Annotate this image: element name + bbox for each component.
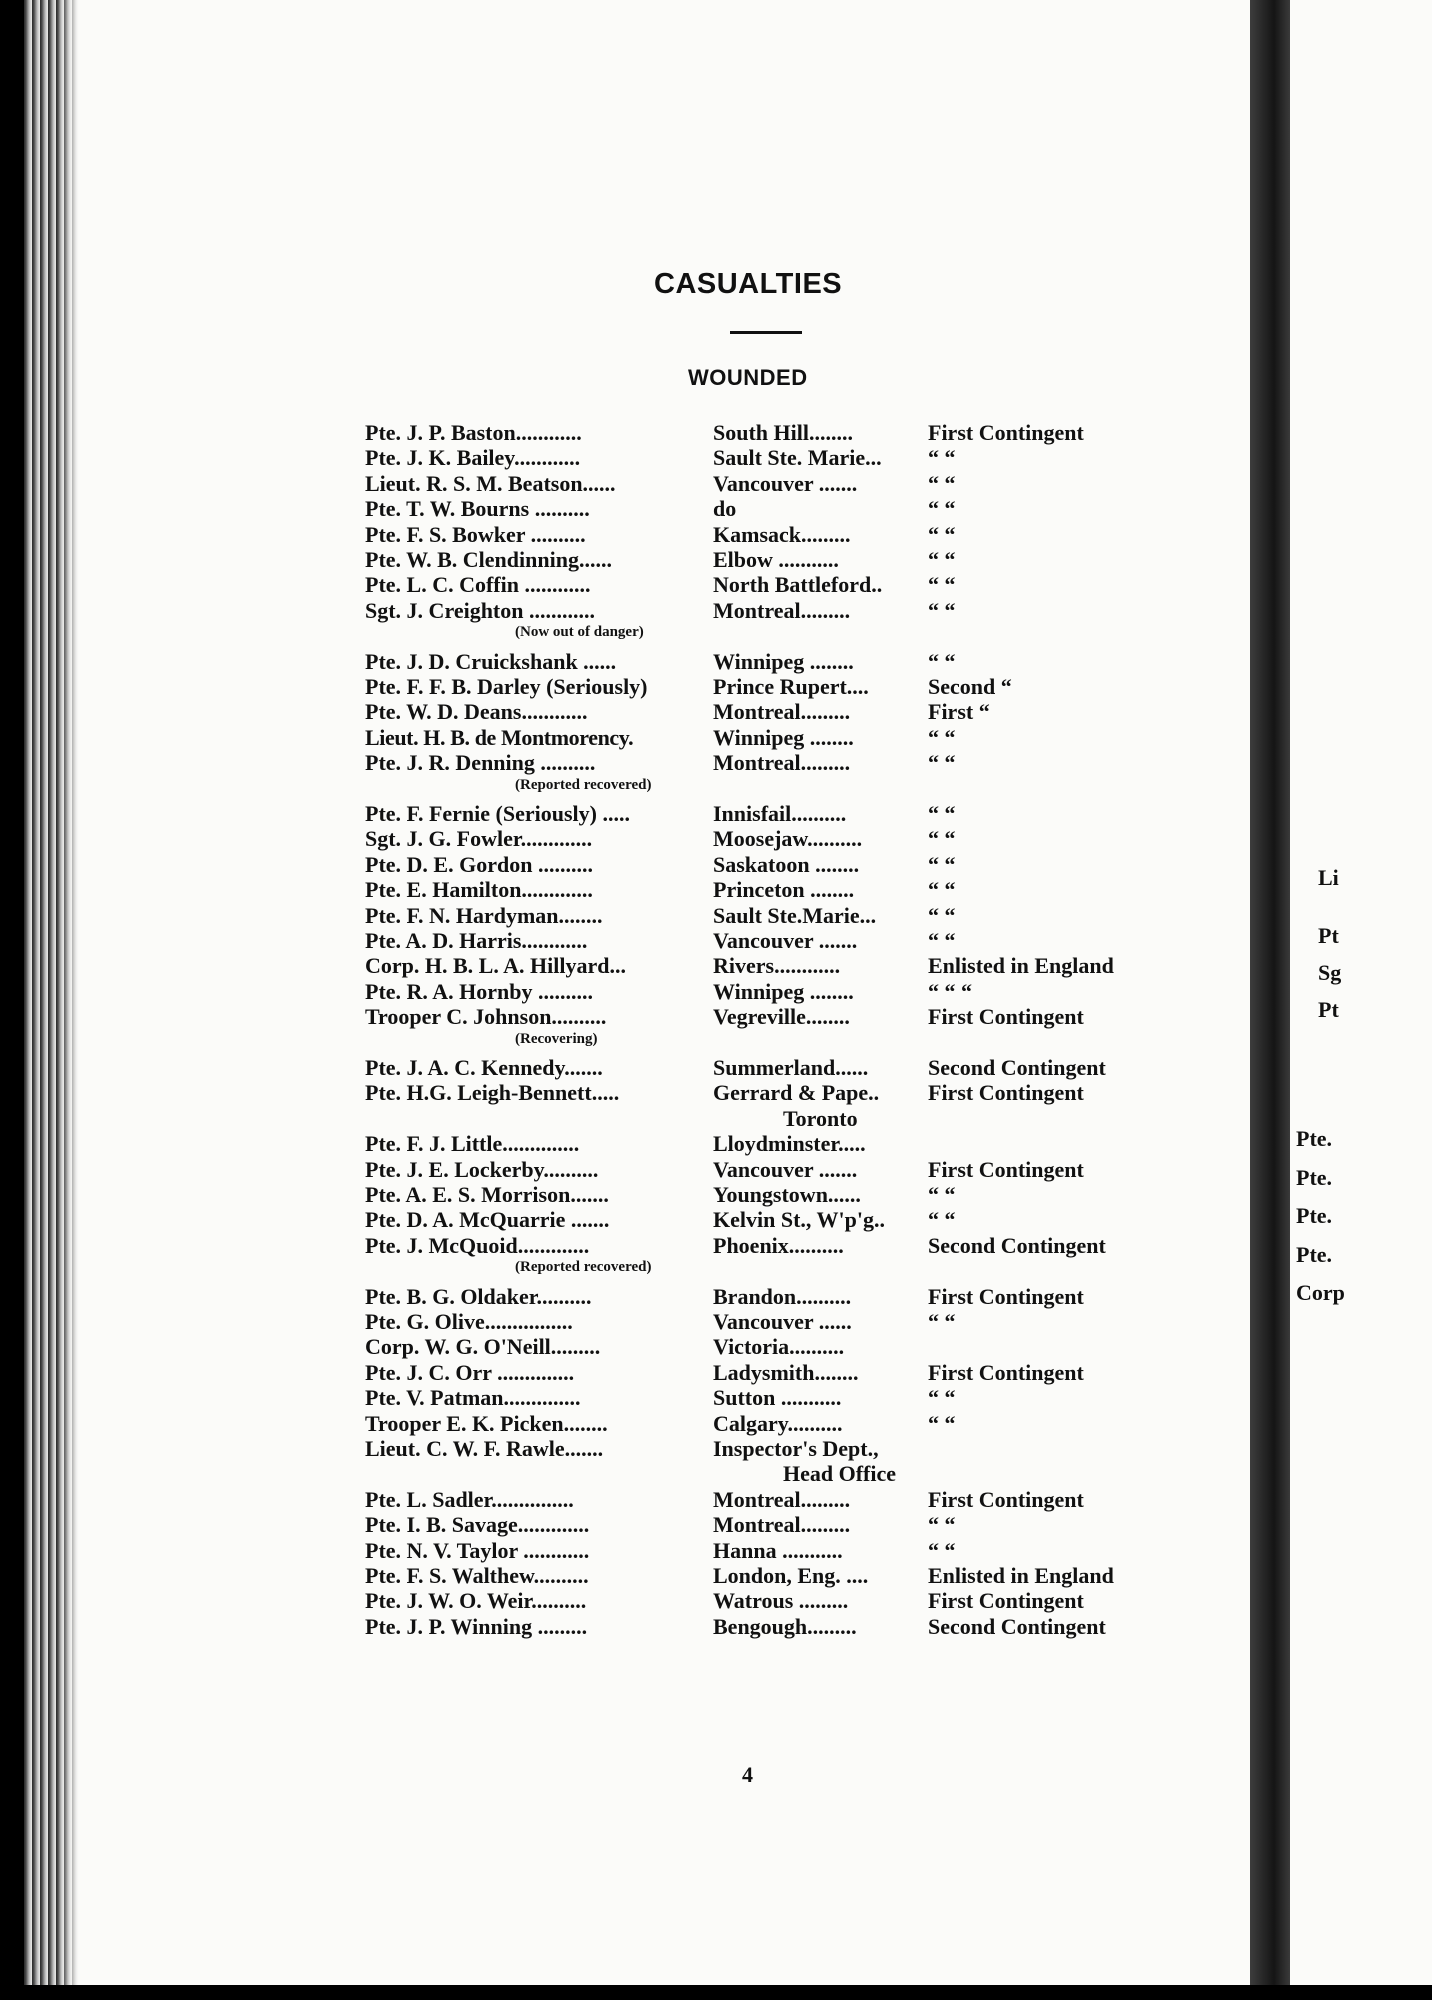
- casualty-contingent: First Contingent: [928, 420, 1084, 445]
- casualty-place: Princeton ........: [713, 877, 855, 903]
- casualty-name: Lieut. C. W. F. Rawle.......: [365, 1436, 604, 1461]
- casualty-contingent: “ “: [928, 445, 956, 471]
- casualty-contingent: “ “: [928, 928, 956, 953]
- casualty-name: Pte. H.G. Leigh-Bennett.....: [365, 1080, 620, 1106]
- casualty-name: Pte. R. A. Hornby ..........: [365, 978, 593, 1004]
- casualty-place: do: [713, 496, 737, 522]
- casualty-place: Kelvin St., W'p'g..: [713, 1207, 885, 1233]
- casualty-place: Gerrard & Pape..: [713, 1080, 880, 1106]
- casualty-name: Pte. B. G. Oldaker..........: [365, 1283, 592, 1309]
- casualty-contingent: Second Contingent: [928, 1613, 1106, 1639]
- casualty-contingent: “ “: [928, 1385, 956, 1411]
- casualty-place: Montreal.........: [713, 750, 851, 776]
- casualty-place: Vancouver .......: [713, 470, 858, 496]
- casualty-name: Sgt. J. G. Fowler.............: [365, 826, 593, 852]
- casualty-contingent: “ “: [928, 851, 956, 877]
- casualty-place: Vancouver ......: [713, 1309, 852, 1334]
- casualty-name: Corp. W. G. O'Neill.........: [365, 1334, 601, 1360]
- casualty-name: Pte. E. Hamilton.............: [365, 877, 593, 903]
- casualty-contingent: Second Contingent: [928, 1055, 1106, 1080]
- casualty-contingent: “ “: [928, 724, 956, 750]
- casualty-place: North Battleford..: [713, 572, 883, 598]
- casualty-contingent: “ “: [928, 1537, 956, 1563]
- facing-page-fragment: Corp: [1296, 1280, 1345, 1305]
- facing-page-fragment: Pte.: [1296, 1203, 1333, 1228]
- casualty-place: Vancouver .......: [713, 1156, 858, 1182]
- casualty-place: Watrous .........: [713, 1588, 849, 1614]
- facing-page-fragment: Pt: [1318, 997, 1339, 1022]
- casualty-name: Pte. J. P. Baston............: [365, 420, 582, 445]
- casualty-place: Sault Ste.Marie...: [713, 902, 877, 928]
- book-gutter: [1250, 0, 1290, 1985]
- casualty-contingent: Enlisted in England: [928, 1563, 1114, 1588]
- casualty-name: Pte. V. Patman..............: [365, 1385, 581, 1411]
- casualty-name: Pte. W. B. Clendinning......: [365, 547, 612, 572]
- facing-page-fragment: Pte.: [1296, 1165, 1333, 1190]
- casualty-place: Winnipeg ........: [713, 648, 854, 674]
- casualty-place: Saskatoon ........: [713, 851, 860, 877]
- note-text: (Now out of danger): [515, 624, 644, 641]
- place-continuation-text: Head Office: [783, 1461, 897, 1487]
- casualty-contingent: “ “: [928, 826, 956, 852]
- casualty-name: Pte. J. W. O. Weir..........: [365, 1588, 587, 1614]
- page-number: 4: [742, 1762, 753, 1787]
- casualty-contingent: “ “: [928, 496, 956, 522]
- casualty-name: Sgt. J. Creighton ............: [365, 597, 595, 623]
- casualty-place: Vancouver .......: [713, 928, 858, 953]
- casualty-name: Pte. F. Fernie (Seriously) .....: [365, 801, 630, 826]
- casualty-name: Pte. G. Olive................: [365, 1309, 573, 1334]
- casualty-place: Phoenix..........: [713, 1232, 844, 1258]
- casualty-contingent: “ “ “: [928, 978, 972, 1004]
- casualty-place: Kamsack.........: [713, 521, 851, 547]
- casualty-contingent: “ “: [928, 1207, 956, 1233]
- casualty-contingent: “ “: [928, 877, 956, 903]
- casualty-contingent: First Contingent: [928, 1283, 1084, 1309]
- casualty-name: Pte. J. A. C. Kennedy.......: [365, 1055, 603, 1080]
- casualty-contingent: “ “: [928, 1410, 956, 1436]
- left-page: [24, 0, 1274, 1985]
- casualty-name: Pte. A. E. S. Morrison.......: [365, 1182, 609, 1207]
- casualty-name: Pte. D. E. Gordon ..........: [365, 851, 593, 877]
- casualty-contingent: First Contingent: [928, 1486, 1084, 1512]
- casualty-place: Ladysmith........: [713, 1359, 859, 1385]
- casualty-place: Montreal.........: [713, 699, 851, 725]
- casualty-place: Winnipeg ........: [713, 978, 854, 1004]
- note-text: (Reported recovered): [515, 776, 652, 793]
- casualty-name: Pte. N. V. Taylor ............: [365, 1537, 590, 1563]
- facing-page-fragment: Pte.: [1296, 1242, 1333, 1267]
- casualty-place: Prince Rupert....: [713, 674, 869, 699]
- casualty-place: South Hill........: [713, 420, 853, 445]
- casualty-contingent: “ “: [928, 470, 956, 496]
- casualty-place: Youngstown......: [713, 1182, 861, 1207]
- casualty-name: Pte. J. P. Winning .........: [365, 1613, 588, 1639]
- title-rule: [730, 331, 802, 334]
- place-continuation-text: Toronto: [783, 1105, 858, 1131]
- casualty-place: Montreal.........: [713, 1486, 851, 1512]
- casualty-place: Lloydminster.....: [713, 1131, 866, 1157]
- casualty-name: Pte. I. B. Savage.............: [365, 1512, 590, 1538]
- casualty-name: Pte. J. E. Lockerby..........: [365, 1156, 599, 1182]
- casualty-name: Trooper C. Johnson..........: [365, 1004, 607, 1030]
- casualty-contingent: “ “: [928, 648, 956, 674]
- casualty-name: Pte. J. R. Denning ..........: [365, 750, 596, 776]
- casualty-name: Pte. T. W. Bourns ..........: [365, 496, 590, 522]
- casualty-place: Montreal.........: [713, 1512, 851, 1538]
- casualty-contingent: “ “: [928, 521, 956, 547]
- casualty-place: Brandon..........: [713, 1283, 852, 1309]
- casualty-place: Bengough.........: [713, 1613, 857, 1639]
- casualty-contingent: “ “: [928, 547, 956, 572]
- casualty-contingent: First Contingent: [928, 1080, 1084, 1106]
- casualty-name: Pte. L. Sadler...............: [365, 1486, 574, 1512]
- casualty-name: Pte. F. S. Bowker ..........: [365, 521, 586, 547]
- casualty-place: Sutton ...........: [713, 1385, 842, 1411]
- casualty-contingent: First Contingent: [928, 1004, 1084, 1030]
- casualty-contingent: “ “: [928, 801, 956, 826]
- facing-page-fragment: Pte.: [1296, 1126, 1333, 1151]
- casualty-place: Vegreville........: [713, 1004, 850, 1030]
- page-title: CASUALTIES: [654, 268, 843, 300]
- casualty-name: Lieut. R. S. M. Beatson......: [365, 470, 616, 496]
- casualty-name: Pte. J. D. Cruickshank ......: [365, 648, 617, 674]
- note-text: (Recovering): [515, 1030, 598, 1047]
- casualty-name: Pte. F. F. B. Darley (Seriously): [365, 674, 648, 699]
- casualty-contingent: “ “: [928, 1512, 956, 1538]
- casualty-place: London, Eng. ....: [713, 1563, 869, 1588]
- casualty-place: Elbow ...........: [713, 547, 839, 572]
- page-content: [24, 0, 1274, 1985]
- casualty-name: Lieut. H. B. de Montmorency.: [365, 724, 634, 750]
- note-text: (Reported recovered): [515, 1259, 652, 1276]
- casualty-contingent: “ “: [928, 1309, 956, 1334]
- casualty-contingent: First Contingent: [928, 1588, 1084, 1614]
- casualty-place: Hanna ...........: [713, 1537, 843, 1563]
- casualty-name: Pte. F. N. Hardyman........: [365, 902, 603, 928]
- casualty-place: Calgary..........: [713, 1410, 843, 1436]
- casualty-place: Rivers............: [713, 953, 841, 979]
- casualty-contingent: “ “: [928, 1182, 956, 1207]
- casualty-contingent: “ “: [928, 750, 956, 776]
- casualty-contingent: First Contingent: [928, 1156, 1084, 1182]
- casualty-contingent: “ “: [928, 572, 956, 598]
- casualty-place: Sault Ste. Marie...: [713, 445, 882, 471]
- casualty-name: Pte. F. J. Little..............: [365, 1131, 580, 1157]
- casualty-name: Pte. W. D. Deans............: [365, 699, 588, 725]
- casualty-place: Summerland......: [713, 1055, 869, 1080]
- casualty-name: Pte. F. S. Walthew..........: [365, 1563, 589, 1588]
- facing-page-fragment: Sg: [1318, 960, 1342, 985]
- facing-page: [1290, 0, 1432, 1985]
- casualty-name: Pte. J. K. Bailey............: [365, 445, 581, 471]
- casualty-place: Winnipeg ........: [713, 724, 854, 750]
- casualty-place: Montreal.........: [713, 597, 851, 623]
- casualty-name: Trooper E. K. Picken........: [365, 1410, 608, 1436]
- casualty-place: Innisfail..........: [713, 801, 847, 826]
- casualty-name: Pte. D. A. McQuarrie .......: [365, 1207, 610, 1233]
- casualty-place: Victoria..........: [713, 1334, 845, 1360]
- casualty-place: Moosejaw..........: [713, 826, 863, 852]
- casualty-contingent: Second “: [928, 674, 1012, 699]
- casualty-contingent: “ “: [928, 597, 956, 623]
- casualty-place: Inspector's Dept.,: [713, 1436, 879, 1461]
- casualty-name: Pte. L. C. Coffin ............: [365, 572, 591, 598]
- facing-page-fragment: Li: [1318, 865, 1339, 890]
- casualty-contingent: “ “: [928, 902, 956, 928]
- section-title: WOUNDED: [688, 365, 808, 390]
- casualty-name: Corp. H. B. L. A. Hillyard...: [365, 953, 626, 979]
- casualty-name: Pte. A. D. Harris............: [365, 928, 588, 953]
- casualty-name: Pte. J. McQuoid.............: [365, 1232, 590, 1258]
- casualty-contingent: First Contingent: [928, 1359, 1084, 1385]
- casualty-contingent: Enlisted in England: [928, 953, 1114, 979]
- casualty-name: Pte. J. C. Orr ..............: [365, 1359, 575, 1385]
- facing-page-fragment: Pt: [1318, 923, 1339, 948]
- casualty-contingent: First “: [928, 699, 990, 725]
- casualty-contingent: Second Contingent: [928, 1232, 1106, 1258]
